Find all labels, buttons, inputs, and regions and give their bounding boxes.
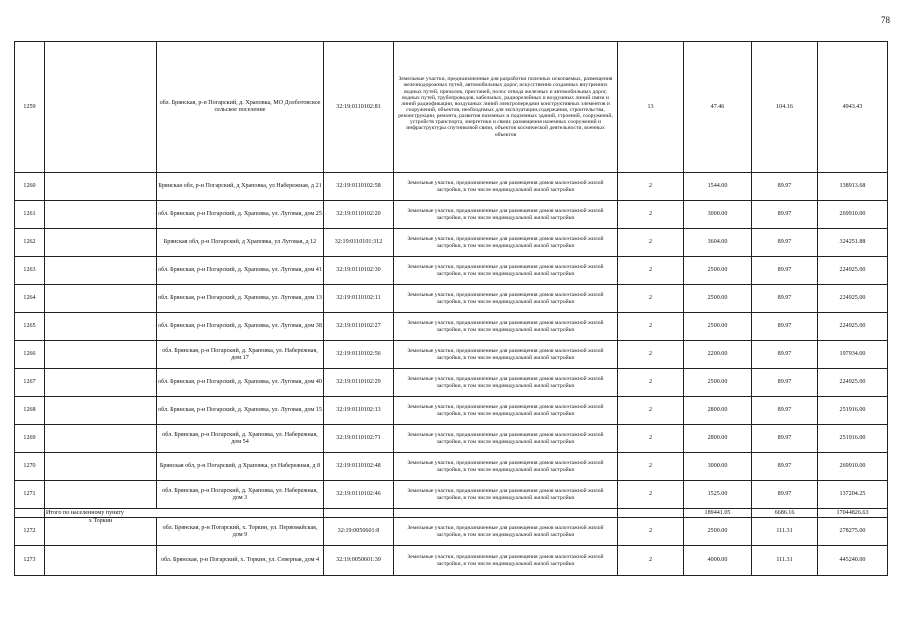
cadastral-value-cell: 251916.00 xyxy=(818,425,888,453)
group-cell: 2 xyxy=(618,546,684,576)
cadastral-number-cell: 32:19:0050601:8 xyxy=(324,518,394,546)
cadastral-value-cell: 137204.25 xyxy=(818,481,888,509)
total-empty-cell xyxy=(15,509,45,518)
cadastral-number-cell: 32:19:0110102:11 xyxy=(324,285,394,313)
locality-cell xyxy=(45,369,157,397)
locality-cell: х Торкин xyxy=(45,518,157,546)
address-cell: обл. Брянская, р-н Погарский, д. Храповка, ул. Луговая, дом 25 xyxy=(157,201,324,229)
specific-value-cell: 89.97 xyxy=(752,313,818,341)
table-row xyxy=(15,369,888,397)
group-cell: 2 xyxy=(618,173,684,201)
table-row xyxy=(15,425,888,453)
cadastral-number-cell: 32:19:0110102:58 xyxy=(324,173,394,201)
cadastral-number-cell: 32:19:0110102:29 xyxy=(324,369,394,397)
row-number-cell: 1259 xyxy=(15,42,45,173)
cadastral-number-cell: 32:19:0110102:56 xyxy=(324,341,394,369)
row-number-cell: 1261 xyxy=(15,201,45,229)
locality-cell xyxy=(45,453,157,481)
address-cell: Брянская обл, р-н Погарский, д Храповка, ул Набережная, д 21 xyxy=(157,173,324,201)
group-cell: 2 xyxy=(618,229,684,257)
group-cell: 2 xyxy=(618,481,684,509)
locality-cell xyxy=(45,481,157,509)
area-cell: 2500.00 xyxy=(684,285,752,313)
area-cell: 2200.00 xyxy=(684,341,752,369)
locality-cell xyxy=(45,341,157,369)
group-cell: 2 xyxy=(618,397,684,425)
total-empty-cell xyxy=(394,509,618,518)
address-cell: обл. Брянская, р-н Погарский, д. Храповка, ул. Луговая, дом 15 xyxy=(157,397,324,425)
cadastral-value-cell: 251916.00 xyxy=(818,397,888,425)
row-number-cell: 1272 xyxy=(15,518,45,546)
cadastral-value-cell: 224925.00 xyxy=(818,257,888,285)
locality-cell xyxy=(45,397,157,425)
table-row xyxy=(15,453,888,481)
cadastral-number-cell: 32:19:0110102:81 xyxy=(324,42,394,173)
specific-value-cell: 89.97 xyxy=(752,397,818,425)
cadastral-number-cell: 32:19:0110102:13 xyxy=(324,397,394,425)
specific-value-cell: 89.97 xyxy=(752,341,818,369)
area-cell: 3000.00 xyxy=(684,201,752,229)
cadastral-number-cell: 32:19:0110102:71 xyxy=(324,425,394,453)
specific-value-cell: 89.97 xyxy=(752,425,818,453)
group-cell: 2 xyxy=(618,341,684,369)
land-purpose-cell: Земельные участки, предназначенные для размещения домов малоэтажной жилой застройки, в том числе индивидуальной жилой застройки xyxy=(394,341,618,369)
table-row xyxy=(15,313,888,341)
group-cell: 2 xyxy=(618,518,684,546)
address-cell: обл. Брянская, р-н Погарский, д. Храповка, ул. Луговая, дом 38 xyxy=(157,313,324,341)
land-purpose-cell: Земельные участки, предназначенные для размещения домов малоэтажной жилой застройки, в том числе индивидуальной жилой застройки xyxy=(394,453,618,481)
area-cell: 2500.00 xyxy=(684,518,752,546)
specific-value-cell: 89.97 xyxy=(752,229,818,257)
specific-value-cell: 89.97 xyxy=(752,201,818,229)
group-cell: 2 xyxy=(618,257,684,285)
cadastral-number-cell: 32:19:0110102:48 xyxy=(324,453,394,481)
cadastral-value-cell: 269910.00 xyxy=(818,201,888,229)
area-cell: 2500.00 xyxy=(684,257,752,285)
specific-value-cell: 104.16 xyxy=(752,42,818,173)
table-row xyxy=(15,201,888,229)
cadastral-number-cell: 32:19:0110102:30 xyxy=(324,257,394,285)
row-number-cell: 1267 xyxy=(15,369,45,397)
total-area-cell: 189441.05 xyxy=(684,509,752,518)
land-purpose-cell: Земельные участки, предназначенные для размещения домов малоэтажной жилой застройки, в том числе индивидуальной жилой застройки xyxy=(394,285,618,313)
locality-cell xyxy=(45,313,157,341)
group-cell: 2 xyxy=(618,313,684,341)
land-purpose-cell: Земельные участки, предназначенные для размещения домов малоэтажной жилой застройки, в том числе индивидуальной жилой застройки xyxy=(394,397,618,425)
address-cell: обл. Брянская, р-н Погарский, д. Храповка, ул. Набережная, дом 54 xyxy=(157,425,324,453)
row-number-cell: 1265 xyxy=(15,313,45,341)
address-cell: Брянская обл, р-н Погарский, д Храповка, ул Луговая, д 12 xyxy=(157,229,324,257)
cadastral-number-cell: 32:19:0110102:20 xyxy=(324,201,394,229)
area-cell: 47.46 xyxy=(684,42,752,173)
locality-cell xyxy=(45,173,157,201)
page-number: 78 xyxy=(881,15,890,25)
row-number-cell: 1273 xyxy=(15,546,45,576)
locality-cell xyxy=(45,42,157,173)
land-purpose-cell: Земельные участки, предназначенные для размещения домов малоэтажной жилой застройки, в том числе индивидуальной жилой застройки xyxy=(394,313,618,341)
area-cell: 2500.00 xyxy=(684,369,752,397)
cadastral-value-cell: 269910.00 xyxy=(818,453,888,481)
row-number-cell: 1270 xyxy=(15,453,45,481)
area-cell: 2800.00 xyxy=(684,397,752,425)
specific-value-cell: 89.97 xyxy=(752,369,818,397)
area-cell: 1544.00 xyxy=(684,173,752,201)
address-cell: обл. Брянская, р-н Погарский, д. Храповка, ул. Набережная, дом 3 xyxy=(157,481,324,509)
cadastral-number-cell: 32:19:0110102:27 xyxy=(324,313,394,341)
specific-value-cell: 89.97 xyxy=(752,453,818,481)
area-cell: 3000.00 xyxy=(684,453,752,481)
group-cell: 2 xyxy=(618,453,684,481)
total-cadastral-value-cell: 17044826.63 xyxy=(818,509,888,518)
table-row xyxy=(15,285,888,313)
specific-value-cell: 89.97 xyxy=(752,257,818,285)
specific-value-cell: 111.31 xyxy=(752,546,818,576)
land-purpose-cell: Земельные участки, предназначенные для размещения домов малоэтажной жилой застройки, в том числе индивидуальной жилой застройки xyxy=(394,201,618,229)
total-specific-value-cell: 6686.16 xyxy=(752,509,818,518)
area-cell: 4000.00 xyxy=(684,546,752,576)
row-number-cell: 1264 xyxy=(15,285,45,313)
land-purpose-cell: Земельные участки, предназначенные для размещения домов малоэтажной жилой застройки, в том числе индивидуальной жилой застройки xyxy=(394,257,618,285)
row-number-cell: 1269 xyxy=(15,425,45,453)
table-row xyxy=(15,546,888,576)
locality-cell xyxy=(45,285,157,313)
cadastral-value-cell: 224925.00 xyxy=(818,313,888,341)
land-purpose-cell: Земельные участки, предназначенные для размещения домов малоэтажной жилой застройки, в том числе индивидуальной жилой застройки xyxy=(394,229,618,257)
total-row xyxy=(15,509,888,518)
address-cell: обл. Брянская, р-н Погарский, х. Торкин, ул. Первомайская, дом 9 xyxy=(157,518,324,546)
address-cell: обл. Брянская, р-н Погарский, д. Храповка, ул. Луговая, дом 41 xyxy=(157,257,324,285)
cadastral-number-cell: 32:19:0110102:46 xyxy=(324,481,394,509)
table-row xyxy=(15,397,888,425)
address-cell: Брянская обл, р-н Погарский, д Храповка, ул Набережная, д 8 xyxy=(157,453,324,481)
table-row xyxy=(15,173,888,201)
address-cell: обл. Брянская, р-н Погарский, д. Храповка, ул. Набережная, дом 17 xyxy=(157,341,324,369)
address-cell: обл. Брянская, р-н Погарский, д. Храповка, МО Долботовское сельское поселение xyxy=(157,42,324,173)
cadastral-number-cell: 32:19:0050601:39 xyxy=(324,546,394,576)
table-row xyxy=(15,481,888,509)
group-cell: 13 xyxy=(618,42,684,173)
row-number-cell: 1260 xyxy=(15,173,45,201)
land-purpose-cell: Земельные участки, предназначенные для размещения домов малоэтажной жилой застройки, в том числе индивидуальной жилой застройки xyxy=(394,173,618,201)
specific-value-cell: 89.97 xyxy=(752,481,818,509)
locality-cell xyxy=(45,546,157,576)
specific-value-cell: 111.31 xyxy=(752,518,818,546)
row-number-cell: 1271 xyxy=(15,481,45,509)
table-row xyxy=(15,42,888,173)
locality-cell xyxy=(45,229,157,257)
cadastral-value-table xyxy=(14,41,888,576)
table-row xyxy=(15,518,888,546)
group-cell: 2 xyxy=(618,369,684,397)
land-purpose-cell: Земельные участки, предназначенные для разработки полезных ископаемых, размещения железнодорожных путей, автомобильных дорог, искусственно созданных внутренних водных путей, причалов, пристаней, полос отвода железных и автомобильных дорог, водных путей, трубопроводов, кабельных, радиорелейных и воздушных линий связи и линий радиофикации, воздушных линий электропередачи конструктивных элементов и сооружений, объектов, необходимых для эксплуатации,содержания, строительства, реконструкции, ремонта, развития наземных и подземных зданий, строений, сооружений, устройств транспорта, энергетики и связи; размещения наземных сооружений и инфраструктуры спутниковой связи, объектов космической деятельности, военных объектов xyxy=(394,42,618,173)
area-cell: 3604.00 xyxy=(684,229,752,257)
group-cell: 2 xyxy=(618,425,684,453)
group-cell: 2 xyxy=(618,285,684,313)
cadastral-value-cell: 4943.43 xyxy=(818,42,888,173)
locality-cell xyxy=(45,425,157,453)
total-empty-cell xyxy=(618,509,684,518)
row-number-cell: 1266 xyxy=(15,341,45,369)
address-cell: обл. Брянская, р-н Погарский, д. Храповка, ул. Луговая, дом 13 xyxy=(157,285,324,313)
specific-value-cell: 89.97 xyxy=(752,173,818,201)
cadastral-value-cell: 324251.88 xyxy=(818,229,888,257)
land-purpose-cell: Земельные участки, предназначенные для размещения домов малоэтажной жилой застройки, в том числе индивидуальной жилой застройки xyxy=(394,518,618,546)
table-row xyxy=(15,257,888,285)
cadastral-value-cell: 224925.00 xyxy=(818,285,888,313)
address-cell: обл. Брянская, р-н Погарский, х. Торкин, ул. Северная, дом 4 xyxy=(157,546,324,576)
cadastral-value-cell: 445240.00 xyxy=(818,546,888,576)
land-purpose-cell: Земельные участки, предназначенные для размещения домов малоэтажной жилой застройки, в том числе индивидуальной жилой застройки xyxy=(394,425,618,453)
cadastral-value-cell: 278275.00 xyxy=(818,518,888,546)
land-purpose-cell: Земельные участки, предназначенные для размещения домов малоэтажной жилой застройки, в том числе индивидуальной жилой застройки xyxy=(394,546,618,576)
row-number-cell: 1268 xyxy=(15,397,45,425)
address-cell: обл. Брянская, р-н Погарский, д. Храповка, ул. Луговая, дом 40 xyxy=(157,369,324,397)
table-row xyxy=(15,229,888,257)
table-row xyxy=(15,341,888,369)
area-cell: 2800.00 xyxy=(684,425,752,453)
area-cell: 2500.00 xyxy=(684,313,752,341)
total-empty-cell xyxy=(324,509,394,518)
row-number-cell: 1263 xyxy=(15,257,45,285)
locality-cell xyxy=(45,201,157,229)
specific-value-cell: 89.97 xyxy=(752,285,818,313)
cadastral-number-cell: 32:19:0110101:312 xyxy=(324,229,394,257)
cadastral-value-cell: 138913.68 xyxy=(818,173,888,201)
row-number-cell: 1262 xyxy=(15,229,45,257)
cadastral-value-cell: 224925.00 xyxy=(818,369,888,397)
cadastral-value-cell: 197934.00 xyxy=(818,341,888,369)
land-purpose-cell: Земельные участки, предназначенные для размещения домов малоэтажной жилой застройки, в том числе индивидуальной жилой застройки xyxy=(394,369,618,397)
area-cell: 1525.00 xyxy=(684,481,752,509)
locality-cell xyxy=(45,257,157,285)
total-label: Итого по населенному пункту xyxy=(45,509,324,518)
group-cell: 2 xyxy=(618,201,684,229)
land-purpose-cell: Земельные участки, предназначенные для размещения домов малоэтажной жилой застройки, в том числе индивидуальной жилой застройки xyxy=(394,481,618,509)
